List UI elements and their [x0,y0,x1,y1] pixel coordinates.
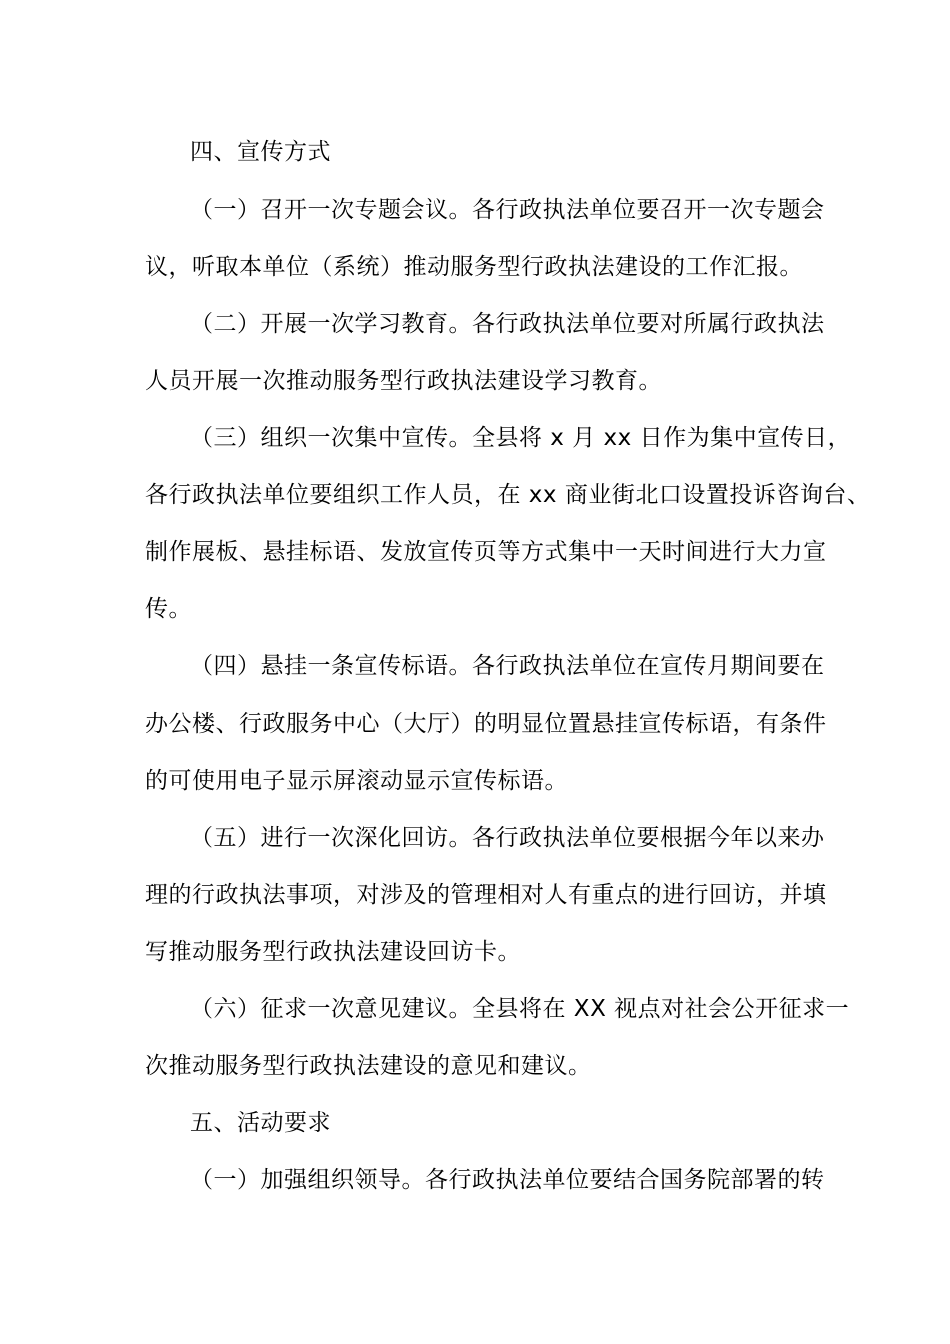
paragraph-line: 办公楼、行政服务中心（大厅）的明显位置悬挂宣传标语，有条件 [145,711,827,737]
paragraph-line: （六）征求一次意见建议。全县将在 XX 视点对社会公开征求一 [190,996,850,1022]
paragraph-line: （三）组织一次集中宣传。全县将 x 月 xx 日作为集中宣传日， [190,425,852,451]
paragraph-line: （五）进行一次深化回访。各行政执法单位要根据今年以来办 [190,825,825,851]
paragraph-line: 人员开展一次推动服务型行政执法建设学习教育。 [145,368,662,394]
section-heading: 四、宣传方式 [190,139,331,165]
paragraph-line: （一）召开一次专题会议。各行政执法单位要召开一次专题会 [190,197,825,223]
paragraph-line: （二）开展一次学习教育。各行政执法单位要对所属行政执法 [190,311,825,337]
paragraph-line: 次推动服务型行政执法建设的意见和建议。 [145,1053,592,1079]
paragraph-line: 写推动服务型行政执法建设回访卡。 [145,939,521,965]
paragraph-line: 传。 [145,596,192,622]
paragraph-line: 理的行政执法事项，对涉及的管理相对人有重点的进行回访，并填 [145,882,827,908]
paragraph-line: 制作展板、悬挂标语、发放宣传页等方式集中一天时间进行大力宣 [145,539,827,565]
paragraph-line: 的可使用电子显示屏滚动显示宣传标语。 [145,768,568,794]
paragraph-line: （四）悬挂一条宣传标语。各行政执法单位在宣传月期间要在 [190,653,825,679]
paragraph-line: （一）加强组织领导。各行政执法单位要结合国务院部署的转 [190,1167,825,1193]
paragraph-line: 议，听取本单位（系统）推动服务型行政执法建设的工作汇报。 [145,254,803,280]
paragraph-line: 各行政执法单位要组织工作人员，在 xx 商业街北口设置投诉咨询台、 [145,482,871,508]
section-heading: 五、活动要求 [190,1110,331,1136]
